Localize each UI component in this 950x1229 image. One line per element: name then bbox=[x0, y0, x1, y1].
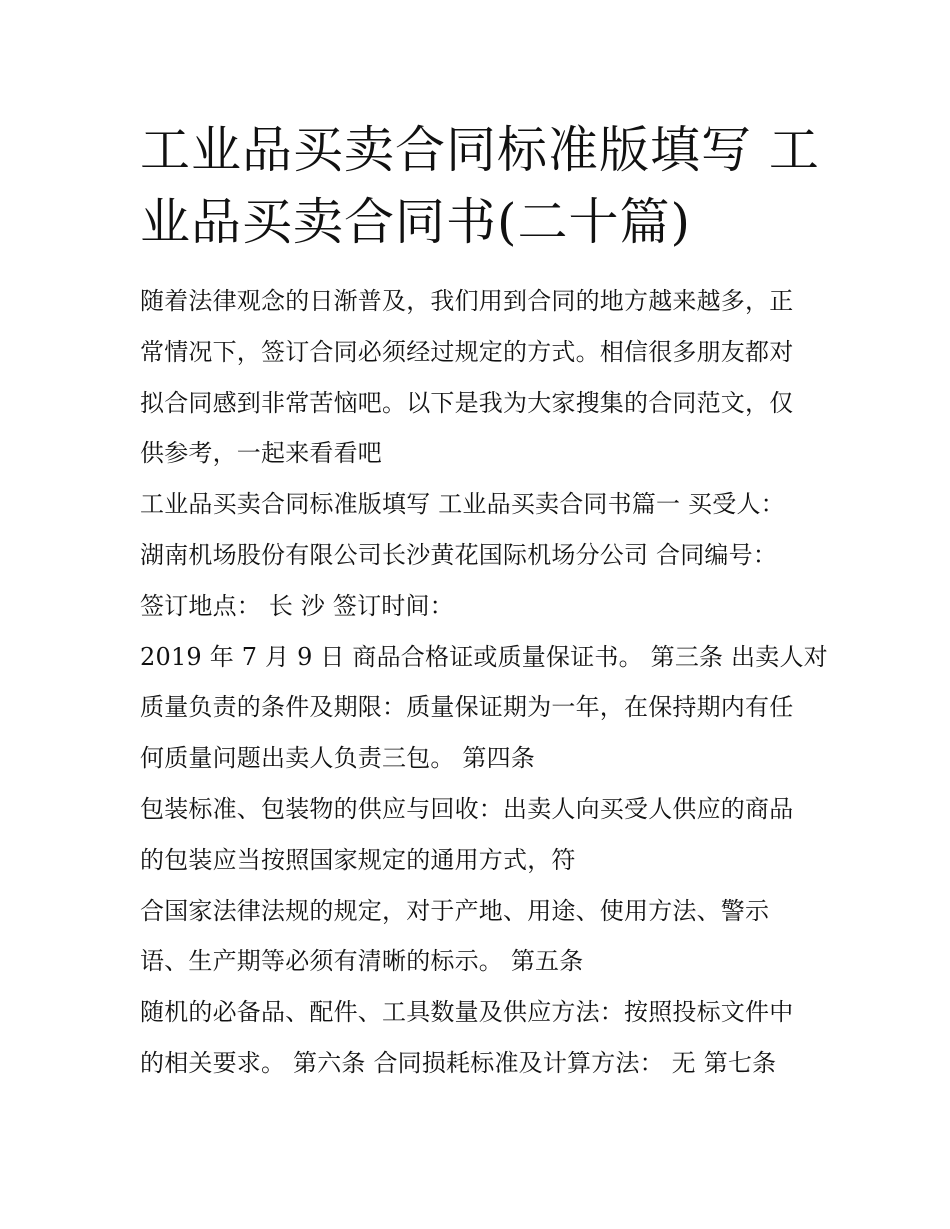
body-line: 随着法律观念的日渐普及，我们用到合同的地方越来越多，正 bbox=[140, 287, 794, 315]
body-line: 工业品买卖合同标准版填写 工业品买卖合同书篇一 买受人： bbox=[140, 490, 785, 519]
body-line: 常情况下，签订合同必须经过规定的方式。相信很多朋友都对 bbox=[140, 337, 794, 366]
document-title bbox=[140, 114, 820, 258]
body-line: 合国家法律法规的规定，对于产地、用途、使用方法、警示 bbox=[140, 896, 770, 925]
title-line: 业品买卖合同书(二十篇) bbox=[140, 193, 692, 251]
body-line: 包装标准、包装物的供应与回收：出卖人向买受人供应的商品 bbox=[140, 794, 794, 823]
body-line: 2019 年 7 月 9 日 商品合格证或质量保证书。 第三条 出卖人对 bbox=[140, 642, 828, 671]
body-line: 质量负责的条件及期限：质量保证期为一年，在保持期内有任 bbox=[140, 693, 794, 722]
body-line: 的相关要求。 第六条 合同损耗标准及计算方法： 无 第七条 bbox=[140, 1048, 777, 1077]
body-line: 何质量问题出卖人负责三包。 第四条 bbox=[140, 744, 536, 773]
title-line: 工业品买卖合同标准版填写 工 bbox=[140, 121, 820, 179]
body-line: 拟合同感到非常苦恼吧。以下是我为大家搜集的合同范文，仅 bbox=[140, 388, 794, 417]
body-line: 随机的必备品、配件、工具数量及供应方法：按照投标文件中 bbox=[140, 998, 794, 1027]
body-line: 供参考，一起来看看吧 bbox=[140, 439, 382, 468]
body-line: 语、生产期等必须有清晰的标示。 第五条 bbox=[140, 947, 584, 976]
document-body bbox=[140, 276, 828, 1089]
body-line: 签订地点： 长 沙 签订时间： bbox=[140, 591, 454, 620]
body-line: 的包装应当按照国家规定的通用方式，符 bbox=[140, 845, 576, 874]
body-line: 湖南机场股份有限公司长沙黄花国际机场分公司 合同编号： bbox=[140, 540, 778, 569]
